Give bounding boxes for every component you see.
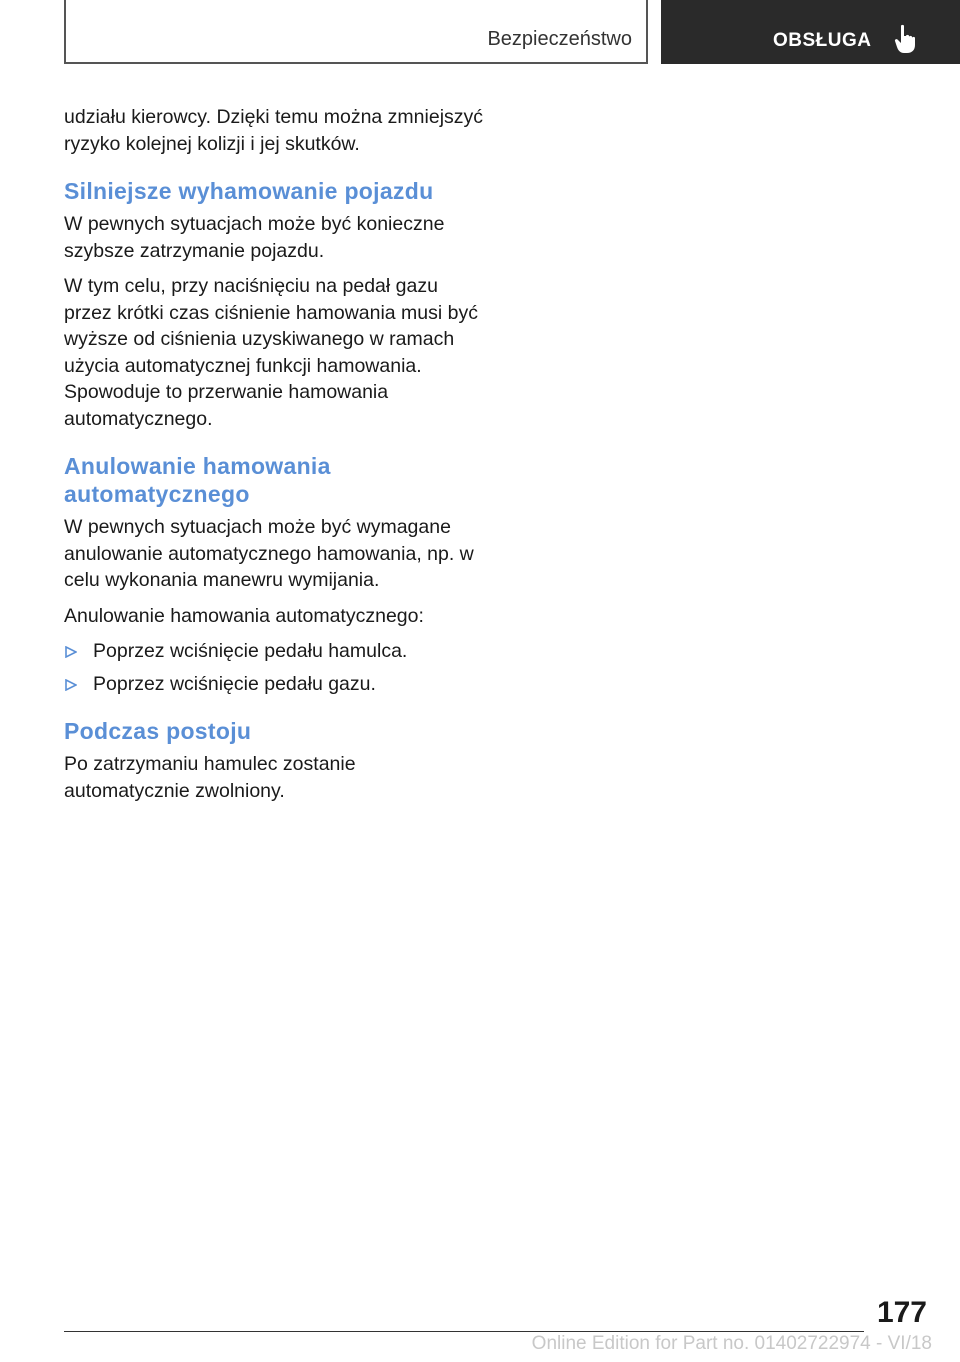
bullet-list	[64, 638, 484, 697]
list-item-text: Poprzez wciśnięcie pedału hamulca.	[93, 640, 408, 662]
header-section-box	[64, 0, 648, 64]
paragraph: Anulowanie hamowania automatycznego:	[64, 604, 424, 627]
footer-divider	[64, 1331, 864, 1332]
paragraph: Po zatrzymaniu hamulec zostanie automatycznie zwolniony.	[64, 753, 356, 802]
footer-edition: Online Edition for Part no. 01402722974 - VI/18	[531, 1333, 932, 1354]
paragraph: W pewnych sytuacjach może być wymagane anulowanie automatycznego hamowania, np. w celu wykonania manewru wymijania.	[64, 516, 474, 591]
list-item-text: Poprzez wciśnięcie pedału gazu.	[93, 672, 376, 695]
pointing-hand-icon	[893, 24, 919, 54]
intro-paragraph: udziału kierowcy. Dzięki temu można zmniejszyć ryzyko kolejnej kolizji i jej skutków.	[64, 106, 484, 155]
main-content	[64, 104, 484, 813]
section-title: Bezpieczeństwo	[487, 28, 632, 50]
paragraph: W tym celu, przy naciśnięciu na pedał gazu przez krótki czas ciśnienie hamowania musi być wyższe od ciśnienia uzyskiwanego w ramach użycia automatycznej funkcji hamowania. Spowoduje to przerwanie hamowania automatycznego.	[64, 275, 478, 430]
section-heading: Anulowanie hamowania automatycznego	[64, 453, 331, 507]
section-heading: Podczas postoju	[64, 718, 252, 744]
section-heading: Silniejsze wyhamowanie pojazdu	[64, 178, 434, 204]
list-item	[64, 671, 484, 698]
paragraph: W pewnych sytuacjach może być konieczne szybsze zatrzymanie pojazdu.	[64, 213, 445, 262]
page-number: 177	[876, 1296, 927, 1329]
list-item	[64, 638, 484, 665]
chapter-tab	[661, 0, 960, 64]
chapter-title: OBSŁUGA	[773, 30, 872, 51]
triangle-bullet-icon	[65, 679, 77, 691]
triangle-bullet-icon	[65, 646, 77, 658]
